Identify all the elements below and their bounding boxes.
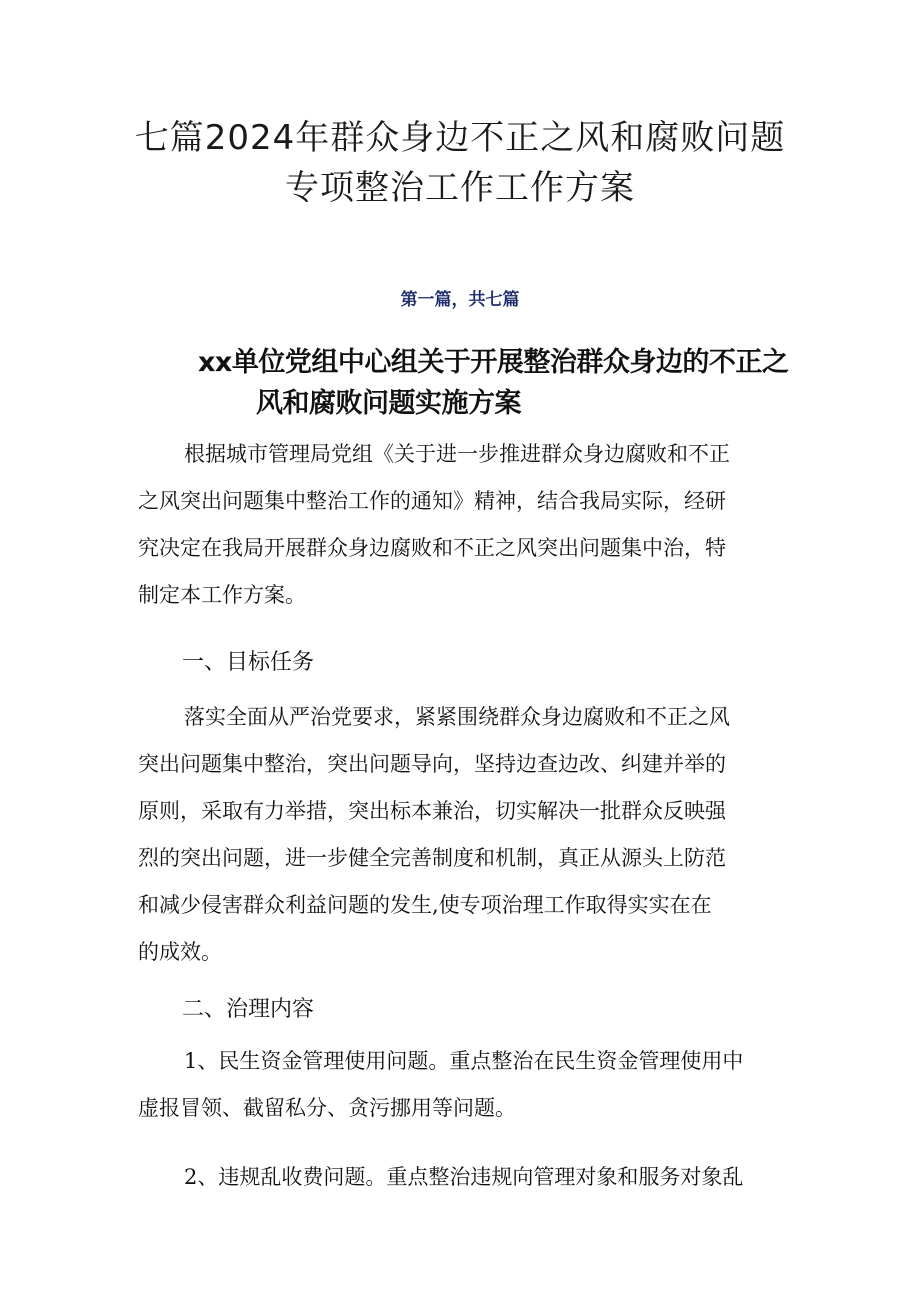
- paragraph-line: 原则，采取有力举措，突出标本兼治，切实解决一批群众反映强: [138, 799, 726, 823]
- document-title-line-1: 七篇2024年群众身边不正之风和腐败问题: [134, 118, 786, 158]
- section-heading-contents: 二、治理内容: [182, 997, 315, 1022]
- paragraph-line: 之风突出问题集中整治工作的通知》精神，结合我局实际，经研: [138, 489, 726, 513]
- part-label: 第一篇，共七篇: [400, 290, 520, 310]
- section-heading-goals: 一、目标任务: [182, 650, 315, 675]
- item-2-paragraph: [138, 1154, 798, 1201]
- paragraph-line: 落实全面从严治党要求，紧紧围绕群众身边腐败和不正之风: [184, 705, 730, 729]
- paragraph-line: 和减少侵害群众利益问题的发生,使专项治理工作取得实实在在: [138, 893, 712, 917]
- paragraph-line: 2、违规乱收费问题。重点整治违规向管理对象和服务对象乱: [184, 1165, 744, 1189]
- goals-paragraph: [138, 694, 798, 976]
- subtitle-line-1: xx单位党组中心组关于开展整治群众身边的不正之: [198, 347, 789, 378]
- paragraph-line: 根据城市管理局党组《关于进一步推进群众身边腐败和不正: [184, 442, 730, 466]
- paragraph-line: 1、民生资金管理使用问题。重点整治在民生资金管理使用中: [184, 1049, 744, 1073]
- paragraph-line: 虚报冒领、截留私分、贪污挪用等问题。: [138, 1096, 516, 1120]
- paragraph-line: 的成效。: [138, 940, 222, 964]
- item-1-paragraph: [138, 1038, 798, 1132]
- paragraph-line: 烈的突出问题，进一步健全完善制度和机制，真正从源头上防范: [138, 846, 726, 870]
- paragraph-line: 突出问题集中整治，突出问题导向，坚持边查边改、纠建并举的: [138, 752, 726, 776]
- document-title-line-2: 专项整治工作工作方案: [285, 168, 635, 208]
- subtitle-line-2: 风和腐败问题实施方案: [256, 388, 521, 419]
- paragraph-line: 制定本工作方案。: [138, 583, 306, 607]
- paragraph-line: 究决定在我局开展群众身边腐败和不正之风突出问题集中治，特: [138, 536, 726, 560]
- intro-paragraph: [138, 431, 798, 619]
